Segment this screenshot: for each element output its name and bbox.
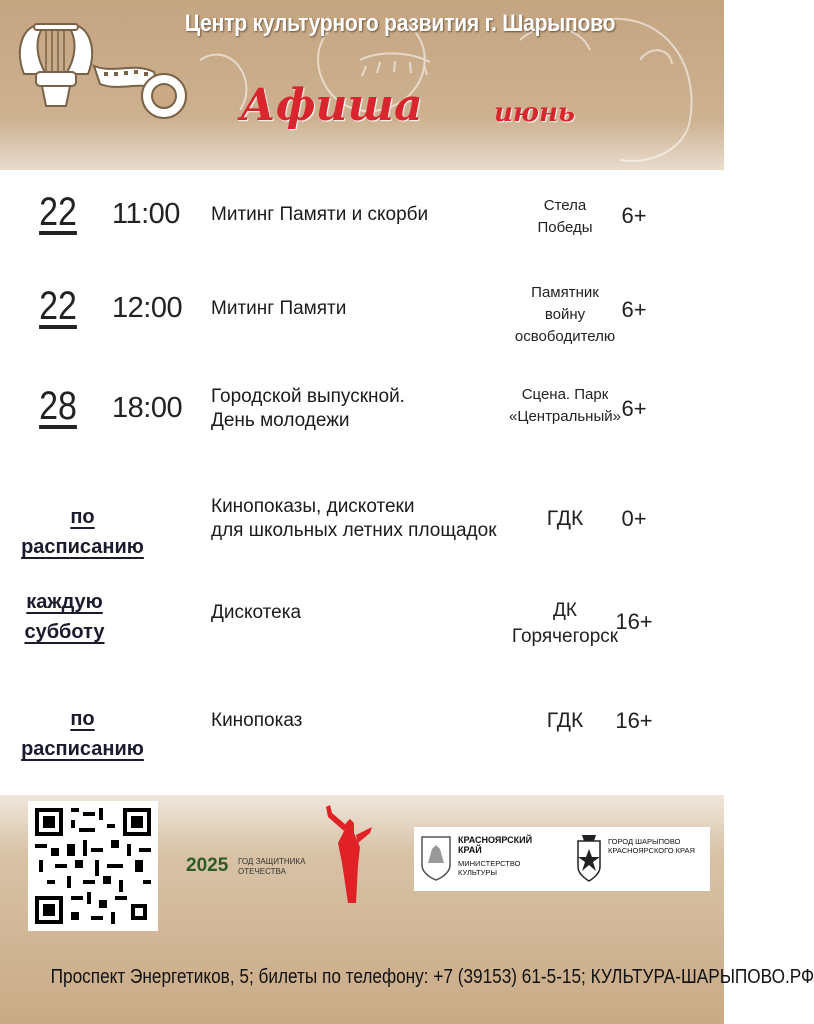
event-age: 6+ bbox=[621, 203, 647, 228]
poster-title: Афиша bbox=[240, 80, 423, 131]
event-date: 28 bbox=[39, 384, 77, 428]
event-age: 16+ bbox=[615, 708, 653, 733]
krai-name: КРАСНОЯРСКИЙ КРАЙ bbox=[458, 835, 533, 855]
event-schedule: по расписанию bbox=[21, 708, 144, 760]
krasnoyarsk-crest-icon bbox=[420, 835, 452, 886]
partner-logos bbox=[414, 827, 710, 891]
event-place: ГДК bbox=[546, 709, 584, 732]
city-name: ГОРОД ШАРЫПОВО КРАСНОЯРСКОГО КРАЯ bbox=[608, 837, 695, 855]
year-caption: ГОД ЗАЩИТНИКА ОТЕЧЕСТВА bbox=[238, 857, 306, 876]
event-title: Кинопоказ bbox=[211, 710, 303, 731]
year-number: 2025 bbox=[186, 855, 229, 876]
event-title: Митинг Памяти и скорби bbox=[211, 204, 429, 225]
org-title: Центр культурного развития г. Шарыпово bbox=[184, 10, 616, 37]
event-place: Сцена. Парк «Центральный» bbox=[509, 386, 621, 425]
event-date: 22 bbox=[39, 284, 77, 328]
event-title: Кинопоказы, дискотеки для школьных летних площадок bbox=[211, 496, 497, 541]
sharypovo-crest-icon bbox=[574, 833, 604, 888]
event-age: 6+ bbox=[621, 396, 647, 421]
event-schedule: по расписанию bbox=[21, 506, 144, 558]
footer-band bbox=[0, 795, 814, 1024]
header-band bbox=[0, 0, 724, 170]
ministry-name: МИНИСТЕРСТВО КУЛЬТУРЫ bbox=[458, 859, 521, 877]
event-title: Городской выпускной. День молодежи bbox=[211, 386, 405, 431]
motherland-monument-icon bbox=[320, 803, 380, 908]
event-place: ДК Горячегорск bbox=[511, 600, 619, 647]
event-place: Памятник войну освободителю bbox=[514, 284, 616, 345]
event-time: 18:00 bbox=[112, 392, 183, 424]
event-title: Митинг Памяти bbox=[211, 298, 347, 319]
month-label: июнь bbox=[494, 98, 576, 128]
event-title: Дискотека bbox=[211, 602, 302, 623]
lyre-filmreel-icon bbox=[14, 14, 194, 123]
year-of-defender-badge bbox=[172, 825, 334, 897]
event-age: 6+ bbox=[621, 297, 647, 322]
event-schedule: каждую субботу bbox=[24, 591, 105, 643]
qr-code[interactable] bbox=[28, 801, 158, 931]
event-age: 0+ bbox=[621, 506, 647, 531]
event-time: 11:00 bbox=[112, 198, 180, 230]
event-time: 12:00 bbox=[112, 292, 183, 324]
event-date: 22 bbox=[39, 190, 77, 234]
event-age: 16+ bbox=[615, 609, 653, 634]
address-line: Проспект Энергетиков, 5; билеты по телефону: +7 (39153) 61-5-15; КУЛЬТУРА-ШАРЫПОВО.РФ bbox=[50, 966, 814, 988]
event-place: Стела Победы bbox=[537, 197, 593, 236]
event-place: ГДК bbox=[546, 507, 584, 530]
